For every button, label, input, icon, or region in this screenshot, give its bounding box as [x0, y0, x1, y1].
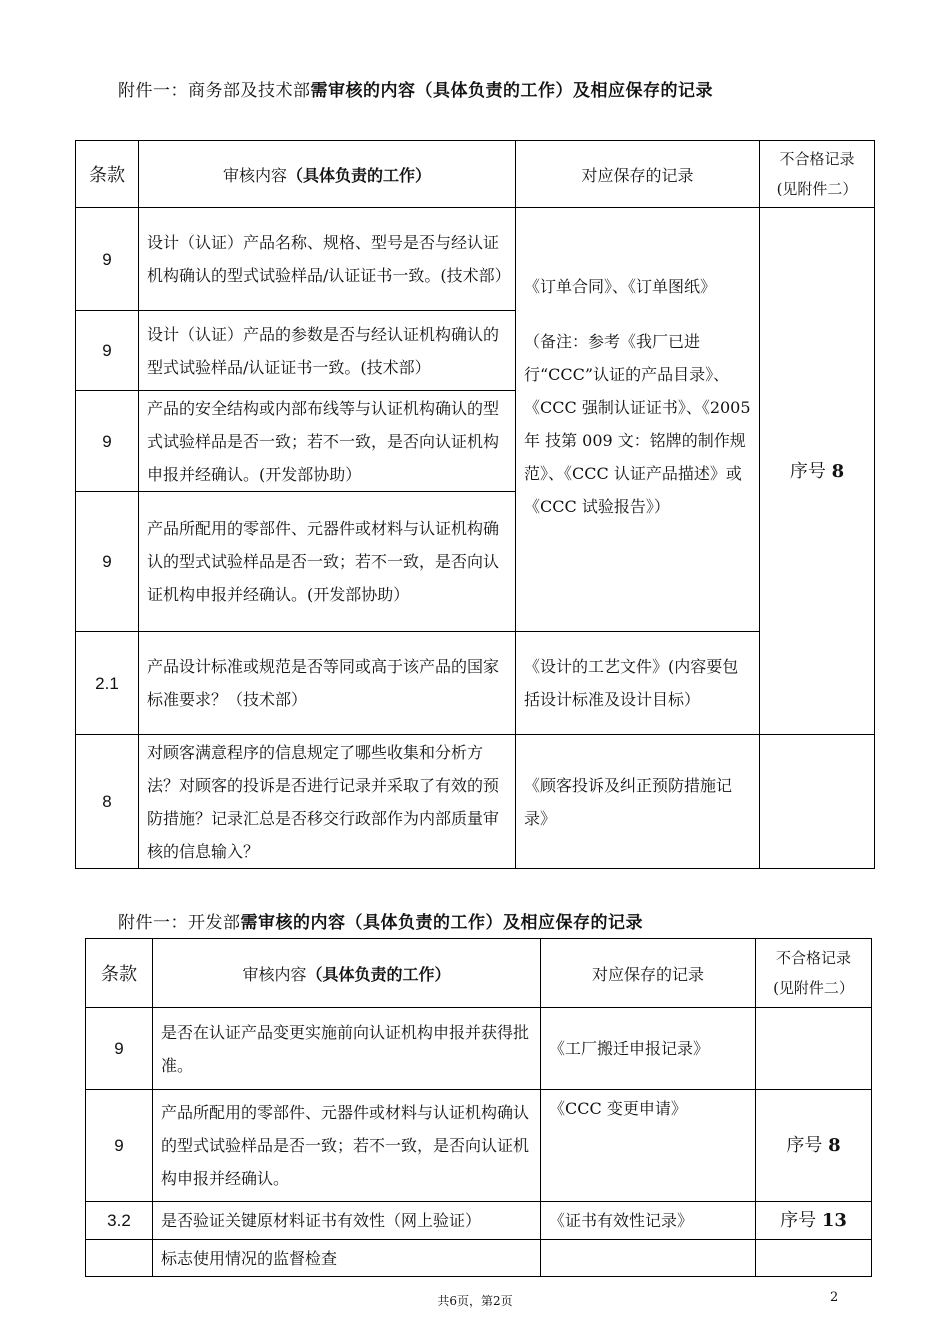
content-cell: 产品的安全结构或内部布线等与认证机构确认的型式试验样品是否一致；若不一致，是否向认证机构申报并经确认。(开发部协助）	[139, 391, 516, 492]
header-content-bold: （具体负责的工作）	[287, 165, 432, 185]
section1-title-rest: 需审核的内容（具体负责的工作）及相应保存的记录	[310, 81, 713, 101]
table-row	[86, 1202, 872, 1240]
header-record: 对应保存的记录	[516, 141, 760, 208]
clause-cell: 2.1	[76, 632, 139, 735]
section2-table	[85, 938, 872, 1277]
record-cell-group	[516, 208, 760, 632]
clause-cell: 9	[86, 1008, 153, 1090]
header-content-prefix: 审核内容	[222, 165, 287, 185]
record-main: 《订单合同》、《订单图纸》	[524, 277, 717, 296]
content-cell: 对顾客满意程序的信息规定了哪些收集和分析方法？对顾客的投诉是否进行记录并采取了有效的预防措施？记录汇总是否移交行政部作为内部质量审核的信息输入？	[139, 735, 516, 869]
table-row	[86, 1008, 872, 1090]
clause-cell: 9	[76, 208, 139, 311]
header-content	[153, 939, 541, 1008]
section1-title-prefix: 附件一：商务部及技术部	[118, 81, 311, 101]
content-cell: 产品设计标准或规范是否等同或高于该产品的国家标准要求？（技术部）	[139, 632, 516, 735]
content-cell: 产品所配用的零部件、元器件或材料与认证机构确认的型式试验样品是否一致；若不一致，是否向认证机构申报并经确认。(开发部协助）	[139, 492, 516, 632]
nc-cell	[756, 1202, 872, 1240]
header-nc	[760, 141, 875, 208]
table-row	[76, 735, 875, 869]
section2-title-rest: 需审核的内容（具体负责的工作）及相应保存的记录	[240, 913, 643, 933]
section1-table	[75, 140, 875, 869]
header-nc-line1: 不合格记录	[779, 150, 855, 168]
content-cell: 标志使用情况的监督检查	[153, 1240, 541, 1277]
nc-cell	[756, 1090, 872, 1202]
table-row	[86, 1240, 872, 1277]
clause-cell: 9	[76, 311, 139, 391]
record-cell: 《证书有效性记录》	[541, 1202, 756, 1240]
nc-prefix: 序号	[786, 1135, 823, 1156]
nc-prefix: 序号	[780, 1210, 817, 1231]
nc-number: 8	[831, 460, 845, 482]
section2-title-prefix: 附件一：开发部	[118, 913, 241, 933]
table-row	[76, 632, 875, 735]
nc-cell-group	[760, 208, 875, 735]
content-cell: 是否在认证产品变更实施前向认证机构申报并获得批准。	[153, 1008, 541, 1090]
nc-cell	[756, 1008, 872, 1090]
page-footer: 共6页，第2页	[437, 1294, 513, 1308]
table-row	[86, 1090, 872, 1202]
nc-cell	[756, 1240, 872, 1277]
content-cell: 是否验证关键原材料证书有效性（网上验证）	[153, 1202, 541, 1240]
header-record: 对应保存的记录	[541, 939, 756, 1008]
header-content-prefix: 审核内容	[242, 964, 307, 984]
table-row	[76, 208, 875, 311]
record-cell: 《顾客投诉及纠正预防措施记录》	[516, 735, 760, 869]
table-header-row	[76, 141, 875, 208]
clause-cell: 9	[76, 391, 139, 492]
nc-number: 13	[821, 1210, 847, 1231]
record-cell: 《设计的工艺文件》(内容要包括设计标准及设计目标）	[516, 632, 760, 735]
clause-cell: 3.2	[86, 1202, 153, 1240]
page-number: 2	[830, 1290, 839, 1305]
record-cell: 《CCC 变更申请》	[541, 1090, 756, 1202]
header-nc-line2: (见附件二）	[776, 180, 858, 198]
section2-title	[118, 908, 643, 933]
nc-number: 8	[828, 1135, 841, 1156]
nc-prefix: 序号	[789, 460, 826, 482]
nc-cell	[760, 735, 875, 869]
clause-cell	[86, 1240, 153, 1277]
content-cell: 设计（认证）产品的参数是否与经认证机构确认的型式试验样品/认证证书一致。(技术部）	[139, 311, 516, 391]
section1-title	[118, 76, 713, 101]
header-clause: 条款	[76, 141, 139, 208]
header-nc	[756, 939, 872, 1008]
clause-cell: 8	[76, 735, 139, 869]
record-note: （备注：参考《我厂已进行“CCC”认证的产品目录》、《CCC 强制认证证书》、《2005年 技第 009 文：铭牌的制作规范》、《CCC 认证产品描述》或《CCC 试验报告》）	[524, 332, 751, 516]
header-nc-line1: 不合格记录	[775, 949, 851, 967]
header-content	[139, 141, 516, 208]
content-cell: 设计（认证）产品名称、规格、型号是否与经认证机构确认的型式试验样品/认证证书一致。(技术部）	[139, 208, 516, 311]
header-content-bold: （具体负责的工作）	[306, 964, 451, 984]
content-cell: 产品所配用的零部件、元器件或材料与认证机构确认的型式试验样品是否一致；若不一致，是否向认证机构申报并经确认。	[153, 1090, 541, 1202]
record-cell	[541, 1240, 756, 1277]
header-clause: 条款	[86, 939, 153, 1008]
table-header-row	[86, 939, 872, 1008]
clause-cell: 9	[76, 492, 139, 632]
clause-cell: 9	[86, 1090, 153, 1202]
header-nc-line2: (见附件二）	[773, 979, 854, 997]
record-cell: 《工厂搬迁申报记录》	[541, 1008, 756, 1090]
